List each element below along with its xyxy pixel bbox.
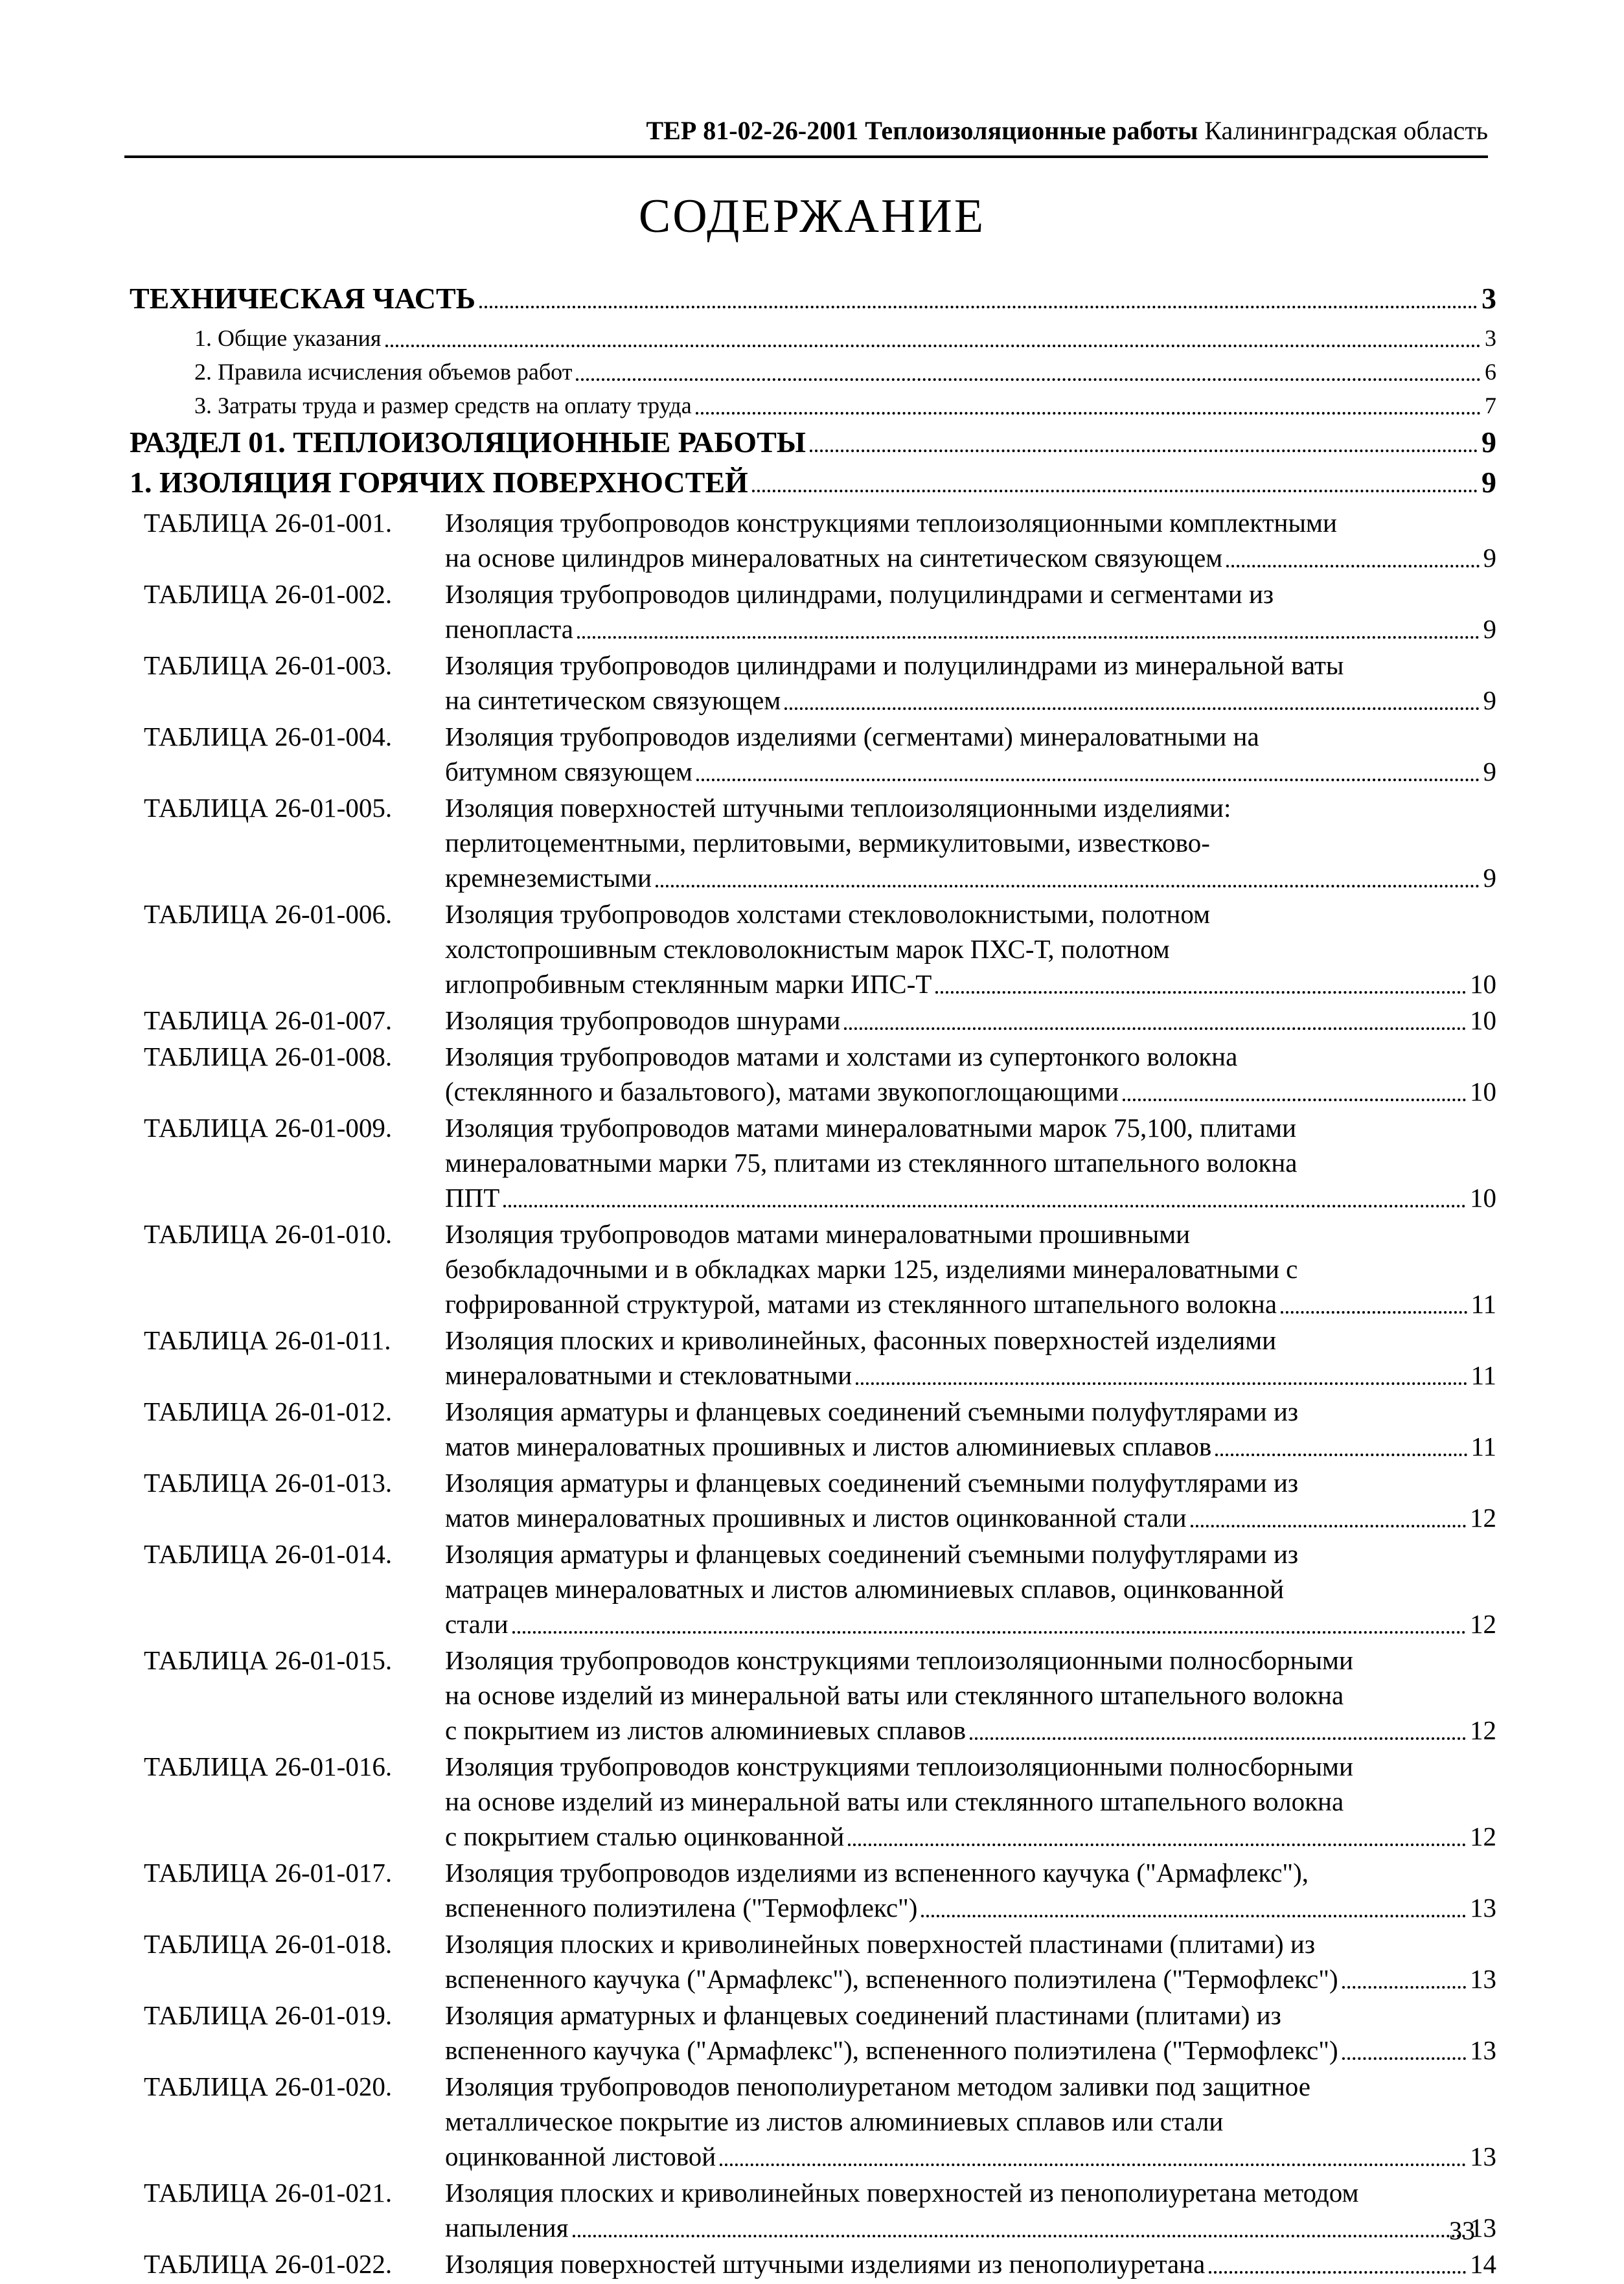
- toc-table-entry[interactable]: [130, 648, 1496, 718]
- toc-section-hot-surfaces[interactable]: [130, 465, 1496, 500]
- description-last-line: [445, 1286, 1496, 1321]
- toc-table-entry[interactable]: [130, 1855, 1496, 1925]
- table-description: [445, 896, 1496, 1001]
- description-line: вспененного полиэтилена ("Термофлекс"): [445, 1893, 918, 1923]
- table-label: ТАБЛИЦА 26-01-019.: [144, 2000, 393, 2030]
- description-line: Изоляция плоских и криволинейных, фасонных поверхностей изделиями: [445, 1325, 1277, 1355]
- description-line: Изоляция арматуры и фланцевых соединений съемными полуфутлярами из: [445, 1397, 1299, 1426]
- toc-table-entry[interactable]: [130, 577, 1496, 646]
- dot-leader: [385, 345, 1481, 347]
- toc-page-number: 9: [1483, 757, 1496, 786]
- table-label: ТАБЛИЦА 26-01-009.: [144, 1113, 393, 1143]
- description-line: Изоляция трубопроводов шнурами: [445, 1005, 841, 1035]
- description-line: Изоляция арматуры и фланцевых соединений съемными полуфутлярами из: [445, 1468, 1299, 1498]
- toc-table-entry[interactable]: [130, 719, 1496, 789]
- description-last-line: [445, 1074, 1496, 1109]
- table-description: [445, 1465, 1496, 1535]
- table-description: [445, 2246, 1496, 2281]
- description-line: Изоляция трубопроводов конструкциями теплоизоляционными комплектными: [445, 508, 1337, 538]
- toc-table-entry[interactable]: [130, 1536, 1496, 1641]
- description-line: Изоляция плоских и криволинейных поверхностей пластинами (плитами) из: [445, 1929, 1316, 1959]
- toc-subsection[interactable]: [130, 321, 1496, 355]
- description-line: Изоляция трубопроводов изделиями из вспененного каучука ("Армафлекс"),: [445, 1858, 1309, 1888]
- dot-leader: [1209, 2271, 1466, 2274]
- table-description: [445, 790, 1496, 895]
- table-label: ТАБЛИЦА 26-01-007.: [144, 1005, 393, 1035]
- toc-page-number: 3: [1485, 325, 1496, 351]
- description-last-line: [445, 1358, 1496, 1393]
- toc-page-number: 11: [1470, 1432, 1496, 1461]
- description-line: битумном связующем: [445, 757, 692, 786]
- toc-page-number: 13: [1470, 1964, 1496, 1994]
- description-last-line: [445, 966, 1496, 1001]
- description-line: (стеклянного и базальтового), матами звукопоглощающими: [445, 1077, 1119, 1106]
- table-label: ТАБЛИЦА 26-01-020.: [144, 2072, 393, 2101]
- dot-leader: [784, 707, 1479, 710]
- running-header: [124, 117, 1488, 158]
- toc-page-number: 13: [1470, 1893, 1496, 1923]
- dot-leader: [921, 1915, 1466, 1917]
- description-line: на синтетическом связующем: [445, 685, 781, 715]
- table-label: ТАБЛИЦА 26-01-021.: [144, 2178, 393, 2208]
- description-line: иглопробивным стеклянным марки ИПС-Т: [445, 969, 932, 999]
- toc-table-entry[interactable]: [130, 505, 1496, 575]
- toc-page-number: 13: [1470, 2213, 1496, 2243]
- table-description: [445, 1855, 1496, 1925]
- description-line: с покрытием сталью оцинкованной: [445, 1821, 845, 1851]
- description-line: Изоляция трубопроводов матами минераловатными прошивными: [445, 1219, 1191, 1249]
- toc-section-razdel[interactable]: [130, 425, 1496, 460]
- table-description: [445, 1323, 1496, 1393]
- description-line: перлитоцементными, перлитовыми, вермикулитовыми, известково-: [445, 828, 1210, 858]
- description-line: оцинкованной листовой: [445, 2141, 716, 2171]
- table-description: [445, 1394, 1496, 1464]
- toc-page-number: 11: [1470, 1289, 1496, 1319]
- table-label: ТАБЛИЦА 26-01-001.: [144, 508, 393, 538]
- toc-table-entry[interactable]: [130, 1110, 1496, 1215]
- dot-leader: [935, 991, 1466, 994]
- table-label: ТАБЛИЦА 26-01-003.: [144, 650, 393, 680]
- description-line: на основе изделий из минеральной ваты или стеклянного штапельного волокна: [445, 1680, 1344, 1710]
- description-last-line: [445, 683, 1496, 718]
- toc-page-number: 12: [1470, 1821, 1496, 1851]
- toc-section-technical[interactable]: [130, 281, 1496, 316]
- table-description: [445, 648, 1496, 718]
- toc-table-entry[interactable]: [130, 1465, 1496, 1535]
- dot-leader: [1215, 1454, 1467, 1456]
- table-label: ТАБЛИЦА 26-01-018.: [144, 1929, 393, 1959]
- description-last-line: [445, 540, 1496, 575]
- page-number: 33: [1449, 2216, 1475, 2245]
- table-description: [445, 1003, 1496, 1038]
- description-line: пенопласта: [445, 614, 573, 644]
- toc-page-number: 6: [1485, 359, 1496, 385]
- description-line: минераловатными и стекловатными: [445, 1360, 852, 1390]
- doc-subject: Теплоизоляционные работы: [865, 116, 1198, 145]
- toc-page-number: 12: [1470, 1609, 1496, 1639]
- description-line: металлическое покрытие из листов алюминиевых сплавов или стали: [445, 2107, 1224, 2136]
- table-description: [445, 505, 1496, 575]
- description-line: гофрированной структурой, матами из стеклянного штапельного волокна: [445, 1289, 1277, 1319]
- toc-entry-label: 2. Правила исчисления объемов работ: [194, 359, 573, 385]
- table-label: ТАБЛИЦА 26-01-017.: [144, 1858, 393, 1888]
- dot-leader: [752, 490, 1478, 492]
- table-label: ТАБЛИЦА 26-01-006.: [144, 899, 393, 929]
- table-label: ТАБЛИЦА 26-01-008.: [144, 1042, 393, 1071]
- dot-leader: [1191, 1525, 1466, 1527]
- description-line: Изоляция трубопроводов матами минераловатными марок 75,100, плитами: [445, 1113, 1297, 1143]
- description-line: вспененного каучука ("Армафлекс"), вспененного полиэтилена ("Термофлекс"): [445, 1964, 1338, 1994]
- toc-page-number: 10: [1470, 969, 1496, 999]
- table-label: ТАБЛИЦА 26-01-022.: [144, 2249, 393, 2279]
- toc-subsection[interactable]: [130, 389, 1496, 422]
- dot-leader: [512, 1631, 1466, 1634]
- toc-entry-label: 1. Общие указания: [194, 325, 382, 351]
- description-last-line: [445, 2246, 1496, 2281]
- dot-leader: [970, 1737, 1466, 1740]
- description-last-line: [445, 1890, 1496, 1925]
- table-label: ТАБЛИЦА 26-01-002.: [144, 579, 393, 609]
- description-line: матрацев минераловатных и листов алюминиевых сплавов, оцинкованной: [445, 1574, 1285, 1604]
- table-description: [445, 1926, 1496, 1996]
- table-description: [445, 2069, 1496, 2174]
- description-last-line: [445, 2210, 1496, 2245]
- toc-table-entry[interactable]: [130, 1216, 1496, 1321]
- toc-table-entry[interactable]: [130, 1749, 1496, 1854]
- description-last-line: [445, 754, 1496, 789]
- toc-page-number: 9: [1483, 685, 1496, 715]
- dot-leader: [856, 1382, 1467, 1385]
- dot-leader: [696, 412, 1481, 415]
- description-line: матов минераловатных прошивных и листов оцинкованной стали: [445, 1503, 1187, 1533]
- description-line: Изоляция плоских и криволинейных поверхностей из пенополиуретана методом: [445, 2178, 1359, 2208]
- description-line: холстопрошивным стекловолокнистым марок ПХС-Т, полотном: [445, 934, 1170, 964]
- description-last-line: [445, 2139, 1496, 2174]
- table-label: ТАБЛИЦА 26-01-014.: [144, 1539, 393, 1569]
- toc-page-number: 10: [1470, 1077, 1496, 1106]
- description-line: с покрытием из листов алюминиевых сплавов: [445, 1715, 966, 1745]
- table-label: ТАБЛИЦА 26-01-016.: [144, 1752, 393, 1781]
- toc-page-number: 13: [1470, 2141, 1496, 2171]
- toc-table-entry[interactable]: [130, 1394, 1496, 1464]
- description-line: Изоляция трубопроводов холстами стекловолокнистыми, полотном: [445, 899, 1211, 929]
- toc-page-number: 10: [1470, 1005, 1496, 1035]
- description-line: Изоляция трубопроводов изделиями (сегментами) минераловатными на: [445, 722, 1259, 751]
- description-last-line: [445, 1180, 1496, 1215]
- toc-page-number: 9: [1483, 543, 1496, 573]
- toc-entry-label: 1. ИЗОЛЯЦИЯ ГОРЯЧИХ ПОВЕРХНОСТЕЙ: [130, 466, 748, 499]
- toc-table-entry[interactable]: [130, 2175, 1496, 2245]
- dot-leader: [577, 636, 1480, 639]
- toc-entry-label: 3. Затраты труда и размер средств на оплату труда: [194, 393, 692, 418]
- dot-leader: [1226, 565, 1479, 567]
- description-line: Изоляция трубопроводов конструкциями теплоизоляционными полносборными: [445, 1752, 1353, 1781]
- description-line: Изоляция трубопроводов цилиндрами, полуцилиндрами и сегментами из: [445, 579, 1274, 609]
- table-label: ТАБЛИЦА 26-01-012.: [144, 1397, 393, 1426]
- toc-page-number: 12: [1470, 1503, 1496, 1533]
- table-description: [445, 1216, 1496, 1321]
- description-line: Изоляция трубопроводов цилиндрами и полуцилиндрами из минеральной ваты: [445, 650, 1344, 680]
- toc-page-number: 11: [1470, 1360, 1496, 1390]
- table-description: [445, 1039, 1496, 1109]
- toc-table-entry[interactable]: [130, 1998, 1496, 2068]
- dot-leader: [573, 2235, 1467, 2237]
- description-last-line: [445, 611, 1496, 646]
- description-line: вспененного каучука ("Армафлекс"), вспененного полиэтилена ("Термофлекс"): [445, 2035, 1338, 2065]
- table-description: [445, 1643, 1496, 1748]
- description-line: Изоляция трубопроводов пенополиуретаном методом заливки под защитное: [445, 2072, 1310, 2101]
- toc-table-entry[interactable]: [130, 1926, 1496, 1996]
- table-description: [445, 1110, 1496, 1215]
- dot-leader: [1342, 2057, 1466, 2060]
- toc-table-entry[interactable]: [130, 790, 1496, 895]
- table-description: [445, 1536, 1496, 1641]
- description-line: Изоляция трубопроводов конструкциями теплоизоляционными полносборными: [445, 1645, 1353, 1675]
- toc-table-entry[interactable]: [130, 896, 1496, 1001]
- toc-page-number: 9: [1483, 614, 1496, 644]
- description-line: Изоляция поверхностей штучными теплоизоляционными изделиями:: [445, 793, 1231, 823]
- description-line: Изоляция арматуры и фланцевых соединений съемными полуфутлярами из: [445, 1539, 1299, 1569]
- table-label: ТАБЛИЦА 26-01-010.: [144, 1219, 393, 1249]
- description-line: матов минераловатных прошивных и листов алюминиевых сплавов: [445, 1432, 1212, 1461]
- table-description: [445, 577, 1496, 646]
- toc-table-entry[interactable]: [130, 2069, 1496, 2174]
- toc-page-number: 10: [1470, 1183, 1496, 1213]
- dot-leader: [1281, 1311, 1467, 1314]
- description-line: ППТ: [445, 1183, 500, 1213]
- table-description: [445, 1998, 1496, 2068]
- description-line: напыления: [445, 2213, 569, 2243]
- dot-leader: [503, 1205, 1466, 1207]
- toc-table-entry[interactable]: [130, 1323, 1496, 1393]
- toc-page-number: 14: [1470, 2249, 1496, 2279]
- description-line: на основе цилиндров минераловатных на синтетическом связующем: [445, 543, 1223, 573]
- toc-page-number: 12: [1470, 1715, 1496, 1745]
- dot-leader: [696, 779, 1480, 781]
- table-of-contents: [130, 279, 1496, 2283]
- table-label: ТАБЛИЦА 26-01-005.: [144, 793, 393, 823]
- table-label: ТАБЛИЦА 26-01-015.: [144, 1645, 393, 1675]
- doc-code: ТЕР 81-02-26-2001: [646, 116, 859, 145]
- region: Калининградская область: [1204, 116, 1488, 145]
- toc-page-number: 7: [1485, 393, 1496, 418]
- toc-table-entry[interactable]: [130, 1003, 1496, 1038]
- table-description: [445, 1749, 1496, 1854]
- table-label: ТАБЛИЦА 26-01-004.: [144, 722, 393, 751]
- dot-leader: [810, 450, 1478, 452]
- dot-leader: [844, 1027, 1466, 1030]
- description-line: минераловатными марки 75, плитами из стеклянного штапельного волокна: [445, 1148, 1298, 1178]
- description-line: Изоляция трубопроводов матами и холстами из супертонкого волокна: [445, 1042, 1238, 1071]
- description-line: на основе изделий из минеральной ваты или стеклянного штапельного волокна: [445, 1787, 1344, 1816]
- description-line: Изоляция поверхностей штучными изделиями из пенополиуретана: [445, 2249, 1206, 2279]
- toc-subsection[interactable]: [130, 355, 1496, 389]
- table-description: [445, 719, 1496, 789]
- toc-page-number: 9: [1483, 863, 1496, 893]
- toc-page-number: 13: [1470, 2035, 1496, 2065]
- table-label: ТАБЛИЦА 26-01-011.: [144, 1325, 391, 1355]
- dot-leader: [720, 2164, 1466, 2166]
- description-last-line: [445, 1429, 1496, 1464]
- toc-table-entry[interactable]: [130, 1039, 1496, 1109]
- description-line: кремнеземистыми: [445, 863, 652, 893]
- description-last-line: [445, 1713, 1496, 1748]
- description-last-line: [445, 2033, 1496, 2068]
- toc-page-number: 3: [1481, 282, 1496, 315]
- description-last-line: [445, 1606, 1496, 1641]
- table-label: ТАБЛИЦА 26-01-013.: [144, 1468, 393, 1498]
- table-description: [445, 2175, 1496, 2245]
- toc-entry-label: РАЗДЕЛ 01. ТЕПЛОИЗОЛЯЦИОННЫЕ РАБОТЫ: [130, 426, 806, 459]
- toc-page-number: 9: [1481, 426, 1496, 459]
- description-last-line: [445, 860, 1496, 895]
- dot-leader: [848, 1844, 1466, 1846]
- dot-leader: [479, 306, 1478, 308]
- toc-table-entry[interactable]: [130, 2246, 1496, 2281]
- description-line: стали: [445, 1609, 509, 1639]
- dot-leader: [576, 378, 1481, 381]
- dot-leader: [1342, 1986, 1466, 1989]
- dot-leader: [656, 885, 1479, 887]
- description-line: безобкладочными и в обкладках марки 125, изделиями минераловатными с: [445, 1254, 1298, 1284]
- toc-page-number: 9: [1481, 466, 1496, 499]
- description-last-line: [445, 1961, 1496, 1996]
- page-title: СОДЕРЖАНИЕ: [638, 190, 986, 243]
- toc-table-entry[interactable]: [130, 1643, 1496, 1748]
- dot-leader: [1123, 1099, 1466, 1101]
- description-last-line: [445, 1003, 1496, 1038]
- description-last-line: [445, 1500, 1496, 1535]
- description-last-line: [445, 1819, 1496, 1854]
- description-line: Изоляция арматурных и фланцевых соединений пластинами (плитами) из: [445, 2000, 1281, 2030]
- toc-entry-label: ТЕХНИЧЕСКАЯ ЧАСТЬ: [130, 282, 476, 315]
